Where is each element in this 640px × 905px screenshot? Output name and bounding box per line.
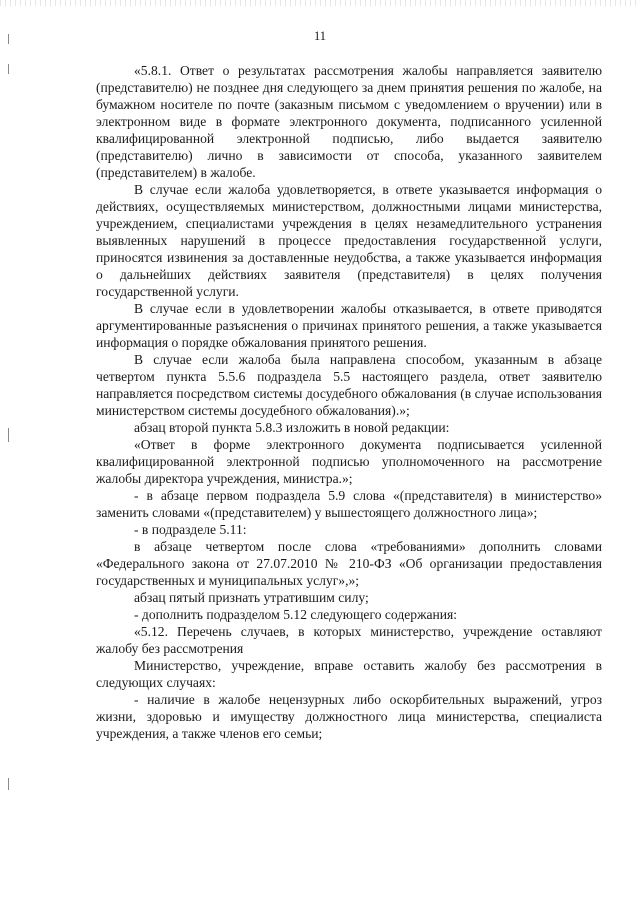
heading-5-12: «5.12. Перечень случаев, в которых министерство, учреждение оставляют жалобу без рассмотрения <box>96 624 602 656</box>
paragraph-amend-5-8-3: абзац второй пункта 5.8.3 изложить в новой редакции: <box>134 420 450 435</box>
paragraph-electronic-answer: «Ответ в форме электронного документа подписывается усиленной квалифицированной электронной подписью уполномоченного на рассмотрение жалобы директора учреждения, министра.»; <box>96 437 602 486</box>
page-number: 11 <box>313 29 327 43</box>
paragraph-complaint-electronic: В случае если жалоба была направлена способом, указанным в абзаце четвертом пункта 5.5.6 подраздела 5.5 настоящего раздела, ответ заявителю направляется посредством системы досудебного обжалования (в случае использования министерством системы досудебного обжалования).»; <box>96 352 602 418</box>
paragraph-without-review: Министерство, учреждение, вправе оставить жалобу без рассмотрения в следующих случаях: <box>96 658 602 690</box>
scan-edge-mark <box>8 778 9 790</box>
paragraph-amend-fourth: в абзаце четвертом после слова «требованиями» дополнить словами «Федерального закона от 27.07.2010 № 210-ФЗ «Об организации предоставления государственных и муниципальных услуг»,»; <box>96 539 602 588</box>
paragraph-complaint-satisfied: В случае если жалоба удовлетворяется, в ответе указывается информация о действиях, осуществляемых министерством, должностными лицами министерства, учреждением, специалистами учреждения в целях незамедлительного устранения выявленных нарушений в процессе предоставления государственной услуги, приносятся извинения за доставленные неудобства, а также указывается информация о дальнейших действиях заявителя (представителя) в целях получения государственной услуги. <box>96 182 602 299</box>
paragraph-add-5-12: - дополнить подразделом 5.12 следующего содержания: <box>134 607 458 622</box>
paragraph-amend-5-9: - в абзаце первом подраздела 5.9 слова «(представителя) в министерство» заменить словами «(представителем) у вышестоящего должностного лица»; <box>96 488 602 520</box>
document-body <box>96 62 602 742</box>
list-item-obscene-language: - наличие в жалобе нецензурных либо оскорбительных выражений, угроз жизни, здоровью и имуществу должностного лица министерства, специалиста учреждения, а также членов его семьи; <box>96 692 602 741</box>
paragraph-5-8-1: «5.8.1. Ответ о результатах рассмотрения жалобы направляется заявителю (представителю) не позднее дня следующего за днем принятия решения по жалобе, на бумажном носителе по почте (заказным письмом с уведомлением о вручении) или в электронном виде в формате электронного документа, подписанного усиленной квалифицированной электронной подписью, либо выдается заявителю (представителю) лично в зависимости от способа, указанного заявителем (представителем) в жалобе. <box>96 63 602 180</box>
paragraph-fifth-void: абзац пятый признать утратившим силу; <box>134 590 369 605</box>
paragraph-subsection-5-11: - в подразделе 5.11: <box>134 522 247 537</box>
paragraph-complaint-refused: В случае если в удовлетворении жалобы отказывается, в ответе приводятся аргументированные разъяснения о причинах принятого решения, а также указывается информация о порядке обжалования принятого решения. <box>96 301 602 350</box>
scan-edge-mark <box>8 428 9 442</box>
scan-artifact-top <box>0 0 640 6</box>
scan-edge-mark <box>8 64 9 74</box>
